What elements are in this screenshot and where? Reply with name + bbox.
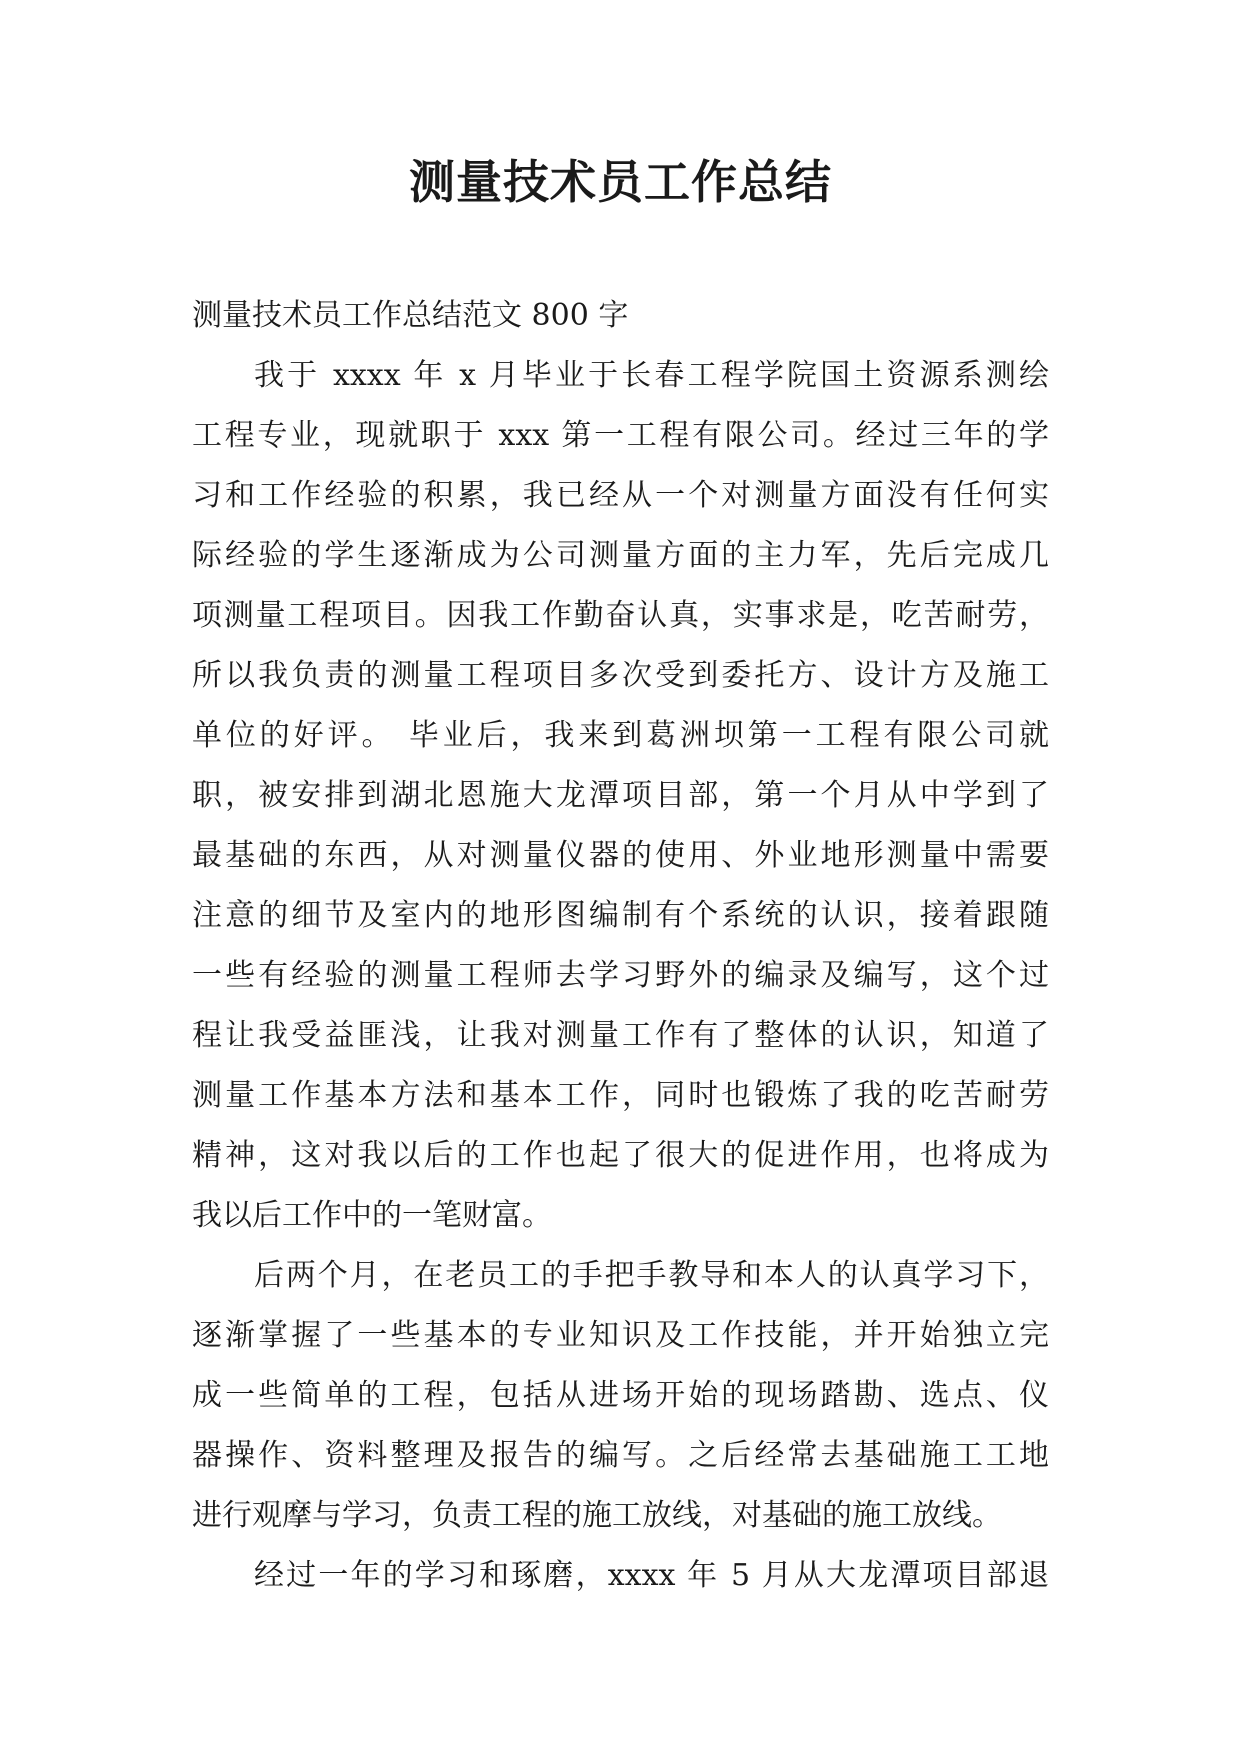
- paragraph-line: 进行观摩与学习，负责工程的施工放线，对基础的施工放线。: [192, 1498, 1002, 1533]
- paragraph-line: 单位的好评。 毕业后，我来到葛洲坝第一工程有限公司就: [192, 718, 1049, 753]
- paragraph-line: 所以我负责的测量工程项目多次受到委托方、设计方及施工: [192, 658, 1049, 693]
- paragraph-line: 测量工作基本方法和基本工作，同时也锻炼了我的吃苦耐劳: [192, 1078, 1049, 1113]
- paragraph: [192, 1246, 1049, 1546]
- paragraph-line: 成一些简单的工程，包括从进场开始的现场踏勘、选点、仪: [192, 1378, 1049, 1413]
- paragraph-line: 一些有经验的测量工程师去学习野外的编录及编写，这个过: [192, 958, 1049, 993]
- paragraph-line: 项测量工程项目。因我工作勤奋认真，实事求是，吃苦耐劳，: [192, 598, 1049, 633]
- paragraph-line: 我于 xxxx 年 x 月毕业于长春工程学院国土资源系测绘: [254, 358, 1049, 393]
- paragraph-line: 经过一年的学习和琢磨，xxxx 年 5 月从大龙潭项目部退: [254, 1558, 1049, 1593]
- document-body: [192, 286, 1049, 1606]
- paragraph: [192, 346, 1049, 1246]
- paragraph: [192, 1546, 1049, 1606]
- paragraph-line: 精神，这对我以后的工作也起了很大的促进作用，也将成为: [192, 1138, 1049, 1173]
- paragraph-line: 职，被安排到湖北恩施大龙潭项目部，第一个月从中学到了: [192, 778, 1049, 813]
- paragraph-line: 最基础的东西，从对测量仪器的使用、外业地形测量中需要: [192, 838, 1049, 873]
- paragraph-line: 工程专业，现就职于 xxx 第一工程有限公司。经过三年的学: [192, 418, 1049, 453]
- paragraph-line: 程让我受益匪浅，让我对测量工作有了整体的认识，知道了: [192, 1018, 1049, 1053]
- paragraph-line: 我以后工作中的一笔财富。: [192, 1198, 552, 1233]
- paragraph-line: 注意的细节及室内的地形图编制有个系统的认识，接着跟随: [192, 898, 1049, 933]
- paragraph-line: 习和工作经验的积累，我已经从一个对测量方面没有任何实: [192, 478, 1049, 513]
- paragraph-line: 际经验的学生逐渐成为公司测量方面的主力军，先后完成几: [192, 538, 1049, 573]
- paragraph-line: 逐渐掌握了一些基本的专业知识及工作技能，并开始独立完: [192, 1318, 1049, 1353]
- paragraph-line: 器操作、资料整理及报告的编写。之后经常去基础施工工地: [192, 1438, 1049, 1473]
- paragraph-line: 后两个月，在老员工的手把手教导和本人的认真学习下，: [254, 1258, 1049, 1293]
- document-title: 测量技术员工作总结: [409, 155, 832, 209]
- document-subtitle: 测量技术员工作总结范文 800 字: [192, 298, 629, 333]
